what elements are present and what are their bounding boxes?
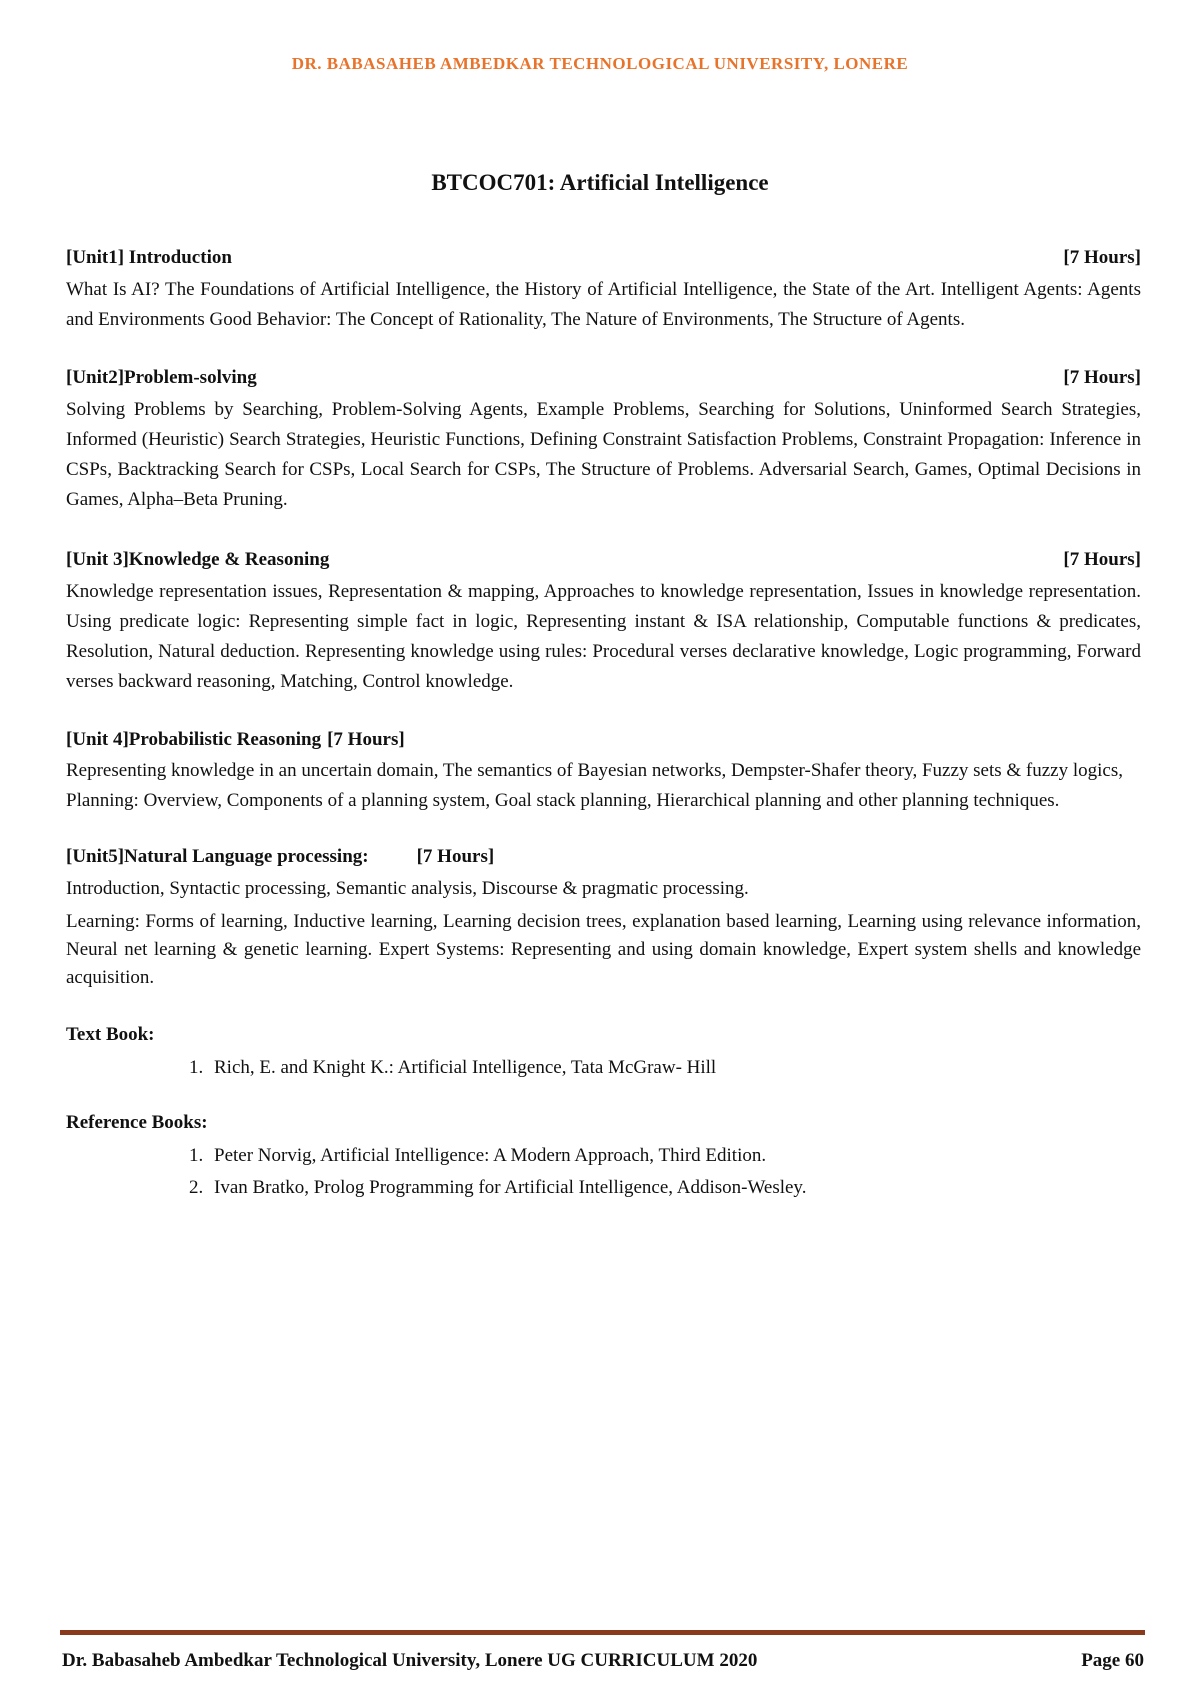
reference-books-heading: Reference Books: (66, 1112, 208, 1133)
unit-1 (66, 243, 1141, 335)
page-number: Page 60 (1081, 1650, 1144, 1671)
text-book-section (66, 1020, 1141, 1084)
unit-heading (66, 363, 1141, 393)
course-title: BTCOC701: Artificial Intelligence (431, 170, 769, 195)
unit-description: Solving Problems by Searching, Problem-Solving Agents, Example Problems, Searching for Solutions, Uninformed Search Strategies, Informed (Heuristic) Search Strategies, Heuristic Functions, Defining Constraint Satisfaction Problems, Constraint Propagation: Inference in CSPs, Backtracking Search for CSPs, Local Search for CSPs, The Structure of Problems. Adversarial Search, Games, Optimal Decisions in Games, Alpha–Beta Pruning. (66, 399, 1141, 510)
unit-3 (66, 545, 1141, 697)
unit-title: [Unit 4]Probabilistic Reasoning (66, 729, 322, 750)
university-header: DR. BABASAHEB AMBEDKAR TECHNOLOGICAL UNIVERSITY, LONERE (291, 54, 909, 73)
unit-heading (66, 545, 1141, 575)
unit-description: Representing knowledge in an uncertain domain, The semantics of Bayesian networks, Dempster-Shafer theory, Fuzzy sets & fuzzy logics, (66, 760, 1123, 781)
text-book-list (66, 1052, 1141, 1084)
text-book-heading: Text Book: (66, 1024, 155, 1045)
reference-books-list (66, 1140, 1141, 1204)
reference-books-section (66, 1108, 1141, 1204)
unit-hours: [7 Hours] (1063, 549, 1141, 570)
syllabus-content (66, 243, 1141, 1204)
unit-hours: [7 Hours] (416, 846, 495, 867)
unit-description: Knowledge representation issues, Representation & mapping, Approaches to knowledge representation, Issues in knowledge representation. Using predicate logic: Representing simple fact in logic, Representing instant & ISA relationship, Computable functions & predicates, Resolution, Natural deduction. Representing knowledge using rules: Procedural verses declarative knowledge, Logic programming, Forward verses backward reasoning, Matching, Control knowledge. (66, 581, 1141, 692)
list-item: 2. Ivan Bratko, Prolog Programming for Artificial Intelligence, Addison-Wesley. (208, 1172, 1141, 1204)
unit-hours: [7 Hours] (327, 729, 405, 750)
unit-title: [Unit2]Problem-solving (66, 367, 257, 388)
unit-description-planning: Planning: Overview, Components of a planning system, Goal stack planning, Hierarchical planning and other planning techniques. (66, 790, 1060, 811)
unit-5 (66, 842, 1141, 992)
unit-heading (66, 842, 1141, 872)
unit-hours: [7 Hours] (1063, 247, 1141, 268)
unit-heading (66, 725, 1141, 755)
unit-hours: [7 Hours] (1063, 367, 1141, 388)
unit-description: Introduction, Syntactic processing, Semantic analysis, Discourse & pragmatic processing. (66, 878, 749, 899)
unit-4 (66, 725, 1141, 814)
unit-description-learning: Learning: Forms of learning, Inductive learning, Learning decision trees, explanation based learning, Learning using relevance information, Neural net learning & genetic learning. Expert Systems: Representing and using domain knowledge, Expert system shells and knowledge acquisition. (66, 911, 1141, 988)
footer-text: Dr. Babasaheb Ambedkar Technological University, Lonere UG CURRICULUM 2020 (62, 1650, 758, 1671)
unit-2 (66, 363, 1141, 515)
list-item: 1. Peter Norvig, Artificial Intelligence: A Modern Approach, Third Edition. (208, 1140, 1141, 1172)
unit-title: [Unit 3]Knowledge & Reasoning (66, 549, 330, 570)
list-item: 1. Rich, E. and Knight K.: Artificial Intelligence, Tata McGraw- Hill (208, 1052, 1141, 1084)
unit-title: [Unit1] Introduction (66, 247, 232, 268)
unit-description: What Is AI? The Foundations of Artificial Intelligence, the History of Artificial Intelligence, the State of the Art. Intelligent Agents: Agents and Environments Good Behavior: The Concept of Rationality, The Nature of Environments, The Structure of Agents. (66, 279, 1141, 330)
footer-divider (60, 1630, 1145, 1635)
unit-title: [Unit5]Natural Language processing: (66, 846, 369, 867)
unit-heading (66, 243, 1141, 273)
